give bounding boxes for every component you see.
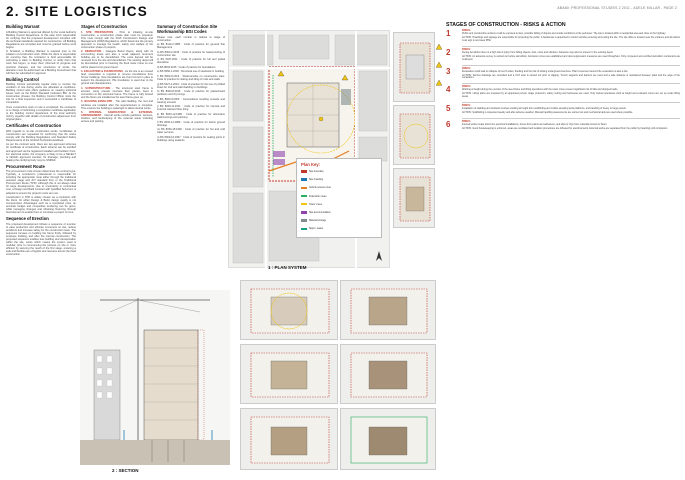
stage-heading: 5. BUILDING ENVELOPE	[81, 100, 113, 104]
plan-key-row	[301, 219, 326, 222]
stage-1-svg	[394, 33, 435, 102]
bsi-intro: Please note: each number is relative to stage of construction.	[157, 35, 225, 42]
plan-key-swatch	[301, 170, 307, 173]
action-text: ACTION: An asbestos survey is carried out before demolition. Exclusion zones are established and dust suppression measures are used throughout. Only competent and certified demolition contractors are employed.	[462, 54, 680, 61]
paragraph: Once construction work on site is completed, the contractor is in charge of submitting a completion certificate application to the building control department of the local authority (GCC), together with details of construction adjustment from original plans.	[6, 105, 76, 122]
action-text: ACTION: Lifting plans are prepared by an appointed person. Edge protection, safety netting and harnesses are used. Only trained operatives work at height and exclusion zones are set up under lifting areas.	[462, 92, 680, 99]
risks-text: Excavation could lead to collapse of trench sides, flooding and the risk of striking underground services. Plant movement around the excavation is also a risk.	[462, 69, 629, 73]
risk-stage	[446, 86, 680, 99]
column-bsi-codes	[157, 22, 225, 237]
divider	[462, 65, 680, 66]
plan-key-row	[301, 178, 323, 181]
divider	[462, 46, 680, 47]
heading-building-warrant: Building Warrant	[6, 24, 40, 29]
stage-description	[81, 31, 153, 49]
stage-4-drawing	[240, 280, 338, 340]
plan-key-swatch	[301, 187, 307, 190]
stage-number: 6	[446, 120, 451, 130]
bsi-code-item: d) BS 8004:2015 : Code of practice for foundations	[157, 65, 216, 69]
risk-stage	[446, 105, 680, 115]
stage-number: 3	[446, 66, 451, 76]
section-caption: 2 : SECTION	[112, 468, 139, 473]
plan-caption: 1 : PLAN SYSTEM	[268, 265, 307, 270]
plan-key-swatch	[301, 211, 307, 214]
stage-heading: 1. SITE PREPARATION	[81, 30, 114, 34]
plan-key-label: Site boundary	[309, 170, 324, 173]
stage-7-svg	[341, 345, 436, 404]
section-drawing	[80, 290, 230, 465]
paragraph: With regards to on-site construction works, Certificates of Construction are requested for confirming that the works comply with the Building Regulations and Standard Safety Requirements of the Scottish Technical Handbook.	[6, 129, 76, 142]
warning-icon	[436, 44, 442, 50]
stage-description	[81, 50, 153, 68]
heading-certificates: Certificates of Construction	[6, 123, 62, 129]
risks-text: Public and construction workers could be exposed to dust, possible falling of objects and unsafe conditions at the perimeter. The site is located within a residential area and close to the highway.	[462, 31, 666, 35]
stage-2-drawing	[393, 105, 435, 165]
bsi-code-item: i) BS 8000-9:2003 : Cementitious levelling screeds and wearing screeds	[157, 97, 225, 104]
divider	[462, 83, 680, 84]
stage-1-drawing	[393, 32, 435, 102]
stage-description	[81, 70, 153, 85]
page-header	[0, 0, 685, 22]
stage-2-svg	[394, 106, 435, 165]
heading-sequence: Sequence of Erection	[6, 216, 49, 222]
plan-key-row	[301, 211, 331, 214]
column-building-warrant	[6, 22, 76, 472]
plan-key	[296, 158, 382, 238]
stage-text: - As the site is an unused land, excavation is required to remove foundations from former buildings. New foundations are then formed in piles to support the development. Pile foundation is used due to the ground soil characteristics.	[81, 70, 153, 86]
action-text: ACTION: Service drawings are consulted and a CAT scan is carried out prior to digging. Trench supports and barriers are used and a safe distance is maintained between plant and the edge of the excavation.	[462, 73, 680, 80]
risks-heading: RISKS:	[462, 85, 471, 89]
stage-text: - The wall cladding, the roof and windows are installed after the superstructure is complete. This ensures the building is watertight to allow internal works.	[81, 100, 153, 110]
paragraph: As per the contract work, there are two approved schemes for certificate of construction. Each scheme can be certified and approved via the registered installers and builders' firms. For electrical works, the company is likely to be a SELECT or NICEIC approved member; for drainage, plumbing and heating the certifying body may be SNIPEF.	[6, 143, 76, 162]
plan-key-title: Plan Key:	[301, 162, 321, 167]
plan-key-swatch	[301, 178, 307, 181]
risks-text: Working at height during the erection of the steel frame and lifting operations with the tower crane present significant risk of falls and dropped loads.	[462, 88, 618, 92]
plan-key-row	[301, 186, 331, 189]
plan-key-swatch	[301, 228, 307, 231]
paragraph: Construction in TPR is widely chosen as a contractor with the client, for either Design & Build, design quality is not compromised. Advantages such as a completed price, an accurate budget and competitive tendering can be given, while managing changes and obtaining financing through fixed element to enable them to complete a project on time.	[6, 196, 76, 215]
risks-heading: RISKS:	[462, 29, 471, 32]
risks-heading: RISKS:	[462, 104, 471, 108]
stage-text: - Internal works include partitions, services, finishes, and landscaping of the external areas including access and parking.	[81, 114, 153, 124]
risks-text: During demolition there is a high risk of injury from falling objects, dust, noise and vibration. Asbestos may also be present in the existing depot.	[462, 50, 614, 54]
risks-heading: RISKS:	[462, 120, 471, 124]
plan-key-label: Site hoarding	[309, 178, 324, 182]
paragraph: A Building Warrant is approval offered by the Local Authority Building Control Department. In this case GCC responsible for verifying that the proposed development complies with the technical standards required for construction. All Building Regulations are complied and must be granted before work begins.	[6, 30, 76, 49]
bsi-code-item: g) BS 5427-1:2016 : Code of practice for the use of profiled sheet for roof and wall cladding on buildings	[157, 82, 225, 89]
plan-key-label: Pedestrian route	[309, 194, 327, 198]
action-text: ACTION: Scaffolding is inspected weekly and after adverse weather. Manual handling assessments are carried out and mechanical aids are used where possible.	[462, 111, 633, 115]
plan-key-row	[301, 170, 324, 173]
risk-stage	[446, 121, 680, 131]
action-text: ACTION: Good housekeeping is enforced, areas are ventilated and isolation procedures are followed for electrical work. External works are separated from the public by hoarding until completion.	[462, 127, 668, 131]
stage-number: 1	[446, 29, 451, 38]
stages-list	[81, 31, 153, 124]
stage-8-drawing	[240, 408, 338, 470]
bsi-code-item: j) BS 8000-11:2011 : Code of practice for internal and external wall and floor tiling	[157, 105, 225, 112]
bsi-code-item: f) BS 8000-6:2013 : Workmanship on construction sites. Code of practice for slating and tiling of roofs and walls	[157, 74, 225, 82]
stage-6-svg	[241, 345, 338, 404]
plan-key-swatch	[301, 195, 307, 198]
warning-icon	[436, 80, 442, 86]
risks-heading: RISKS:	[462, 66, 471, 70]
plan-key-label: Site accommodation	[309, 211, 331, 214]
stage-number: 5	[446, 104, 451, 114]
risks-actions-column	[446, 22, 680, 477]
heading-bsi-codes: Summary of Construction Site Workmanship BSI Codes	[157, 24, 218, 34]
bsi-code-item: h) BS 8000-8:2016 : Code of practice for plasterboard partitions and dry linings	[157, 90, 225, 97]
page-title: 2. SITE LOGISTICS	[6, 4, 148, 19]
bsi-code-item: k) BS 8000-12:1989 : Code of practice for decorative wallcoverings and painting	[157, 112, 225, 119]
risk-stages-list	[446, 30, 680, 131]
plan-key-swatch	[301, 203, 307, 206]
action-text: ACTION: Hoardings and signage are responsible for protecting the public. A banksman is appointed to control vehicles entering and exiting the site. The site office is located near the entrance and all visitors must sign in and wear PPE.	[462, 35, 680, 42]
warning-icons	[436, 40, 444, 94]
stage-heading: 6. INTERNAL FABRICATION & EXTERNAL ARRANGEMENT	[81, 111, 153, 118]
stage-5-svg	[341, 281, 436, 340]
stage-9-svg	[341, 409, 436, 470]
stage-6-drawing	[240, 344, 338, 404]
bsi-code-item: c) BS 6187:2011 : Code of practice for full and partial demolition	[157, 58, 225, 65]
stage-text: - Prior to initiating on-site construction, a construction phase plan must be prepared. This must comply with the 2015 Construction Design and Management (CDM) Regulations, which determine the primary approach to manage the health, safety and welfare of the construction phase of projects.	[81, 30, 153, 49]
risks-text: Installation of cladding and windows involves working at height from scaffolding and mobile elevating work platforms, and handling of heavy or large panels.	[462, 107, 627, 111]
risk-stage	[446, 49, 680, 62]
stage-8-svg	[241, 409, 338, 470]
warning-icon	[436, 62, 442, 68]
divider	[462, 102, 680, 103]
plan-key-row	[301, 195, 327, 198]
stage-3-svg	[394, 169, 435, 228]
divider	[462, 118, 680, 119]
stage-9-drawing	[340, 408, 436, 470]
stage-4-svg	[241, 281, 338, 340]
risks-text: Internal works create risks from electrical installations, fumes from paints and adhesives, and slips or trips from materials stored on floors.	[462, 123, 608, 127]
bsi-code-item: b) BS 8000-2:2015 : Code of practice for waterproofing of construction site	[157, 50, 225, 57]
bsi-code-item: l) BS 8000-14:1989 : Code of practice for below ground drainage	[157, 120, 225, 127]
stage-3-drawing	[393, 168, 435, 228]
plan-key-row	[301, 203, 322, 206]
stage-description	[81, 111, 153, 123]
section-svg	[80, 290, 230, 465]
stage-description	[81, 87, 153, 99]
page-subtitle: ABA60: PROFESSIONAL STUDIES 2 2011 - ADELE MILLAR - PAGE 2	[557, 6, 677, 10]
plan-key-row	[301, 227, 323, 230]
plan-key-label: Skips / waste	[309, 227, 324, 231]
paragraph: Building Control periodically regular visits to monitor the condition of site during works are allocated at conditions. Building control also offers guidance on meeting technical issues such as the British Standard Institution BSI. At the construction phases, the Building Control Officer visits the site for a final inspection and if successful a Certificate of Completion.	[6, 83, 76, 105]
stage-text: - Glasgow Barrel Depot, along with its surrounding areas and also a small adjacent tenement building are to be demolished. The extra deposit will be removed from the site and demolished. The existing depot will be demolished prior to inserting the fixed tower crane so one will be placed at its ground level.	[81, 50, 153, 69]
plan-key-swatch	[301, 219, 307, 222]
heading-stages: Stages of Construction	[81, 24, 128, 29]
paragraph: The procurement route chosen determines the contract type. Typically, a contractor's professional is responsible for including the appropriate route either through the traditional selection stage and JCT standard form or the Traditional Procurement Route (TPR). Although this is not always ideal for large developments, due to uncertainty in contractual cost, a Design and Build Contract with Qualified Sub-Cons is adopted to ensure the project's costs are met.	[6, 170, 76, 195]
plan-key-label: Vehicle access route	[309, 186, 331, 190]
stage-heading: 3. EXCAVATION & FOUNDATIONS	[81, 70, 123, 74]
risk-stage	[446, 68, 680, 81]
bsi-list	[157, 43, 225, 142]
stage-description	[81, 100, 153, 109]
stage-7-drawing	[340, 344, 436, 404]
heading-procurement: Procurement Route	[6, 163, 45, 169]
paragraph: In Scotland, a Building Warrant is required prior to the initiation of construction work. While the client is responsible for ensuring that, the contractor is held accountable for submitting a claim to Building Control, to notify them that work has begun, to keep them informed of progress and practical changes, and the conclusion of works, the alteration must be authorised via a Building Amendment that will then be submitted for approval.	[6, 50, 76, 75]
bsi-code-item: e) BS 5950-1:2000 : Structural use of steelwork in building	[157, 70, 224, 74]
risks-title: STAGES OF CONSTRUCTION - RISKS & ACTION	[446, 22, 566, 28]
stage-number: 2	[446, 47, 451, 57]
bsi-code-item: n) BS 8000-16:1997 : Code of practice for sealing joints in buildings using sealants	[157, 135, 225, 142]
stage-heading: 4. SUPERSTRUCTURE	[81, 86, 111, 90]
heading-building-control: Building Control	[6, 76, 39, 82]
plan-key-label: Material storage	[309, 219, 327, 223]
stage-number: 4	[446, 85, 451, 95]
stage-heading: 2. DEMOLITION	[81, 50, 102, 54]
risks-heading: RISKS:	[462, 47, 471, 51]
plan-key-label: Tower crane	[309, 202, 323, 206]
risk-stage	[446, 30, 680, 43]
column-stages	[81, 22, 153, 237]
bsi-code-item: a) BS 8110-2:1985 : Code of practice for general Site Management	[157, 43, 225, 50]
paragraph: The proposed development follows a sequence of erection to ease production and ultimate movement on site, reduce accidents and increase safety for the construction team. The sequence focuses on building the frame firstly, followed by envelope building, and after the internal construction. The proposed sequence enables less building and transportation within the site, works which means the system used is modular, prior to commencing the process on site or more efficient by securing the reach of the first stage, ensuring a safe and flexible use of logistic and resource across the fixed construction.	[6, 222, 76, 257]
stage-5-drawing	[340, 280, 436, 340]
stage-text: - The structural steel frame is erected, using precast concrete floor planks, fixed in connection to the structural frame. The frame is fully braced and the floors are installed as the steel frame goes up.	[81, 86, 153, 99]
bsi-code-item: m) BS 8000-15:1990 : Code of practice for hot and cold water services	[157, 128, 225, 135]
